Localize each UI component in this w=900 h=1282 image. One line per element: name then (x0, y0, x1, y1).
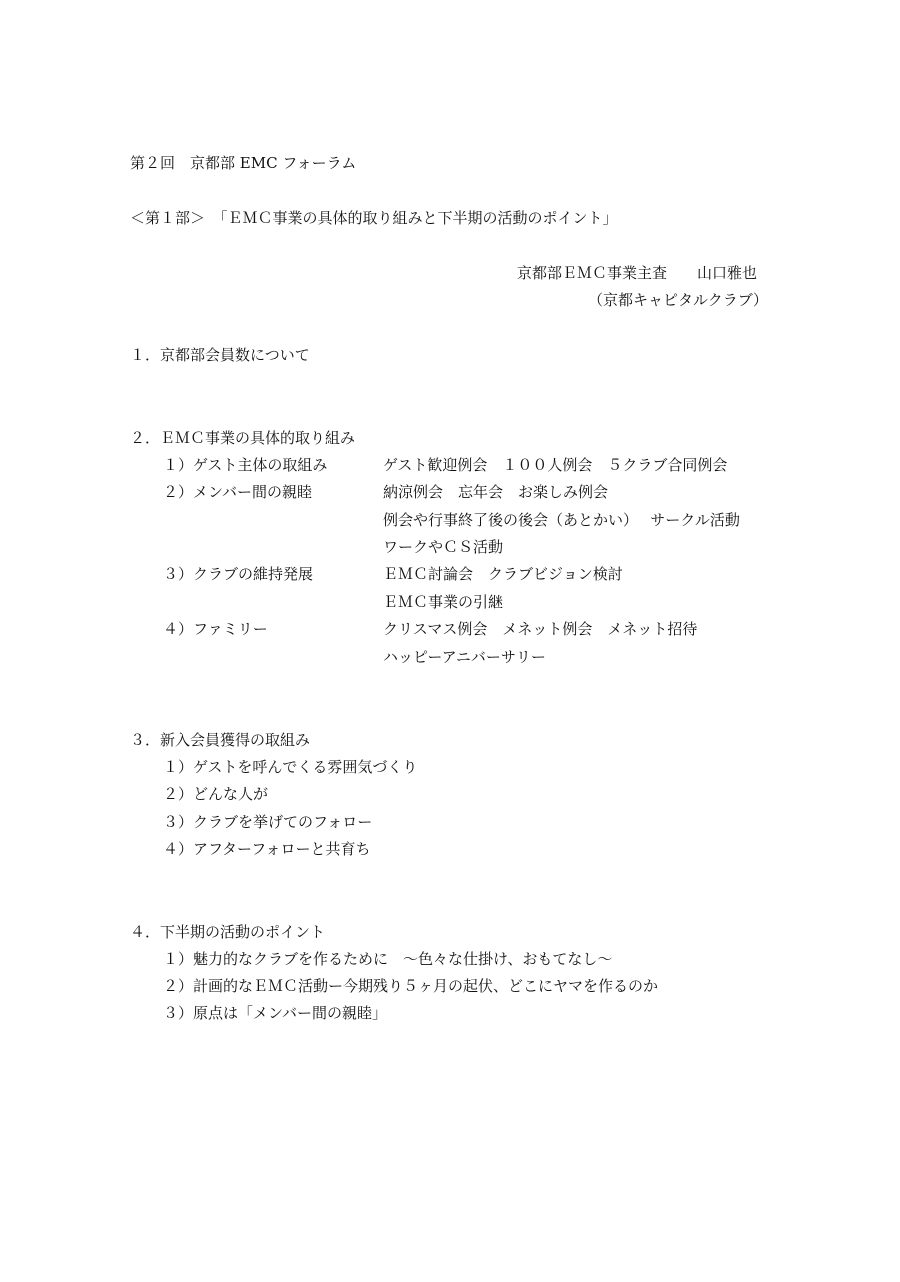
item-number: １） (163, 950, 194, 968)
item-number: １） (163, 758, 194, 776)
section-heading: ２．ＥＭＣ事業の具体的取り組み (130, 429, 356, 447)
item-number: ４） (163, 620, 194, 638)
item-text: 魅力的なクラブを作るために ～色々な仕掛け、おもてなし～ (193, 950, 613, 968)
item-text: アフターフォローと共育ち (193, 840, 371, 858)
item-number: ２） (163, 785, 194, 803)
presenter-role-name: 京都部ＥＭＣ事業主査 山口雅也 (517, 264, 758, 282)
list-item (163, 787, 268, 802)
item-text: 原点は「メンバー間の親睦」 (193, 1004, 387, 1022)
item-activity: ワークやＣＳ活動 (383, 538, 504, 556)
list-item (163, 760, 417, 775)
item-text: 計画的なＥＭＣ活動ー今期残り５ヶ月の起伏、どこにヤマを作るのか (193, 977, 659, 995)
item-label: メンバー間の親睦 (193, 483, 312, 501)
item-text: クラブを挙げてのフォロー (193, 813, 373, 831)
item-activity: ＥＭＣ事業の引継 (383, 593, 504, 611)
item-activity: ＥＭＣ討論会 クラブビジョン検討 (383, 565, 623, 583)
item-activity: 納涼例会 忘年会 お楽しみ例会 (383, 483, 609, 501)
item-label: クラブの維持発展 (193, 565, 314, 583)
item-number: ３） (163, 565, 194, 583)
document-title: 第２回 京都部 EMC フォーラム (130, 154, 357, 172)
item-number: ２） (163, 977, 194, 995)
item-activity: ゲスト歓迎例会 １００人例会 ５クラブ合同例会 (383, 456, 728, 474)
item-activity: クリスマス例会 メネット例会 メネット招待 (383, 620, 698, 638)
item-number: ３） (163, 813, 194, 831)
part-heading: ＜第１部＞ 「ＥＭＣ事業の具体的取り組みと下半期の活動のポイント」 (130, 209, 618, 227)
section-heading: １．京都部会員数について (130, 346, 310, 364)
item-text: どんな人が (193, 785, 269, 803)
list-item (163, 1006, 387, 1021)
item-number: ２） (163, 483, 194, 501)
list-item (163, 952, 612, 967)
item-label: ファミリー (193, 620, 268, 638)
list-item (163, 979, 658, 994)
section-heading: ４．下半期の活動のポイント (130, 923, 326, 941)
item-activity: ハッピーアニバーサリー (383, 648, 546, 666)
item-text: ゲストを呼んでくる雰囲気づくり (193, 758, 418, 776)
item-number: ４） (163, 840, 194, 858)
item-label: ゲスト主体の取組み (193, 456, 328, 474)
list-item (163, 815, 372, 830)
item-activity: 例会や行事終了後の後会（あとかい） サークル活動 (383, 511, 740, 529)
item-number: ３） (163, 1004, 194, 1022)
list-item (163, 842, 370, 857)
section-heading: ３．新入会員獲得の取組み (130, 731, 311, 749)
presenter-club: （京都キャピタルクラブ） (588, 291, 768, 309)
item-number: １） (163, 456, 194, 474)
